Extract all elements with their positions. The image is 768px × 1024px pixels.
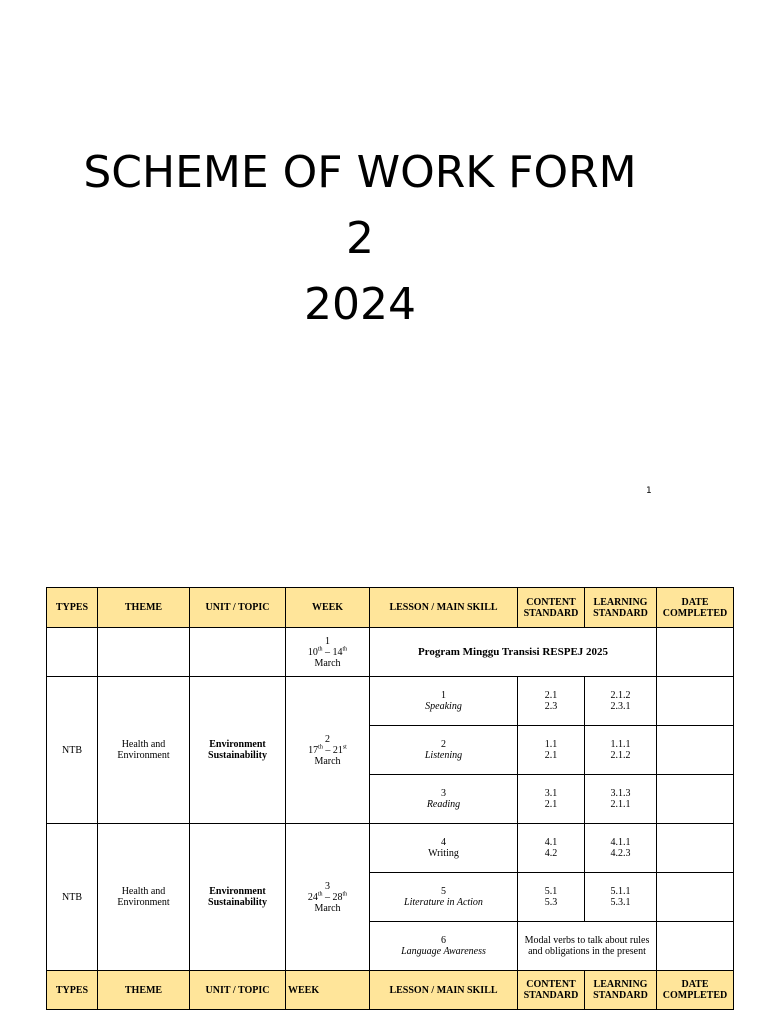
cell-learning-standard: 3.1.3 2.1.1: [585, 775, 657, 824]
title-line-1: SCHEME OF WORK FORM: [83, 147, 637, 198]
cell-learning-standard: 1.1.1 2.1.2: [585, 726, 657, 775]
cell-lesson: 5 Literature in Action: [370, 873, 518, 922]
header-date-completed: DATE COMPLETED: [657, 588, 734, 628]
table-row-lesson-1: [47, 677, 734, 726]
header-theme: THEME: [98, 588, 190, 628]
cell-lesson: 1 Speaking: [370, 677, 518, 726]
header-learning-standard: LEARNING STANDARD: [585, 588, 657, 628]
cell-theme-empty: [98, 628, 190, 677]
header-content-standard: CONTENT STANDARD: [518, 971, 585, 1010]
cell-unit-topic: Environment Sustainability: [190, 677, 286, 824]
cell-types-empty: [47, 628, 98, 677]
cell-content-standard: 5.1 5.3: [518, 873, 585, 922]
cell-learning-standard: 4.1.1 4.2.3: [585, 824, 657, 873]
cell-program-transisi: Program Minggu Transisi RESPEJ 2025: [370, 628, 657, 677]
header-unit-topic: UNIT / TOPIC: [190, 588, 286, 628]
cell-theme: Health and Environment: [98, 824, 190, 971]
cell-learning-standard: 2.1.2 2.3.1: [585, 677, 657, 726]
title-line-3: 2024: [304, 279, 416, 330]
cell-learning-standard: 5.1.1 5.3.1: [585, 873, 657, 922]
cell-content-standard: 4.1 4.2: [518, 824, 585, 873]
header-lesson-main-skill: LESSON / MAIN SKILL: [370, 588, 518, 628]
cell-lesson: 6 Language Awareness: [370, 922, 518, 971]
cell-content-standard: 1.1 2.1: [518, 726, 585, 775]
header-lesson-main-skill: LESSON / MAIN SKILL: [370, 971, 518, 1010]
header-unit-topic: UNIT / TOPIC: [190, 971, 286, 1010]
header-week: WEEK: [286, 971, 370, 1010]
table-header-row: [47, 588, 734, 628]
header-date-completed: DATE COMPLETED: [657, 971, 734, 1010]
cell-theme: Health and Environment: [98, 677, 190, 824]
header-theme: THEME: [98, 971, 190, 1010]
cell-standard-modal-verbs: Modal verbs to talk about rules and obligations in the present: [518, 922, 657, 971]
cell-lesson: 2 Listening: [370, 726, 518, 775]
header-types: TYPES: [47, 971, 98, 1010]
cell-date-completed: [657, 677, 734, 726]
cell-unit-empty: [190, 628, 286, 677]
cell-content-standard: 2.1 2.3: [518, 677, 585, 726]
table-footer-header-row: [47, 971, 734, 1010]
cell-week-3: 3 24th – 28th March: [286, 824, 370, 971]
cell-types-ntb: NTB: [47, 824, 98, 971]
header-learning-standard: LEARNING STANDARD: [585, 971, 657, 1010]
cell-date-completed: [657, 824, 734, 873]
table-row-week-1: [47, 628, 734, 677]
header-week: WEEK: [286, 588, 370, 628]
cell-lesson: 3 Reading: [370, 775, 518, 824]
cell-date-completed: [657, 628, 734, 677]
title-line-2: 2: [346, 213, 374, 264]
cell-date-completed: [657, 922, 734, 971]
cell-week-1: 1 10th – 14th March: [286, 628, 370, 677]
cell-week-2: 2 17th – 21st March: [286, 677, 370, 824]
cell-lesson: 4 Writing: [370, 824, 518, 873]
scheme-of-work-table: [46, 587, 734, 1010]
cell-date-completed: [657, 873, 734, 922]
page-number: 1: [646, 486, 652, 496]
cell-date-completed: [657, 775, 734, 824]
cell-content-standard: 3.1 2.1: [518, 775, 585, 824]
cell-unit-topic: Environment Sustainability: [190, 824, 286, 971]
document-title: [0, 140, 720, 338]
header-content-standard: CONTENT STANDARD: [518, 588, 585, 628]
cell-types-ntb: NTB: [47, 677, 98, 824]
cell-date-completed: [657, 726, 734, 775]
table-row-lesson-4: [47, 824, 734, 873]
header-types: TYPES: [47, 588, 98, 628]
